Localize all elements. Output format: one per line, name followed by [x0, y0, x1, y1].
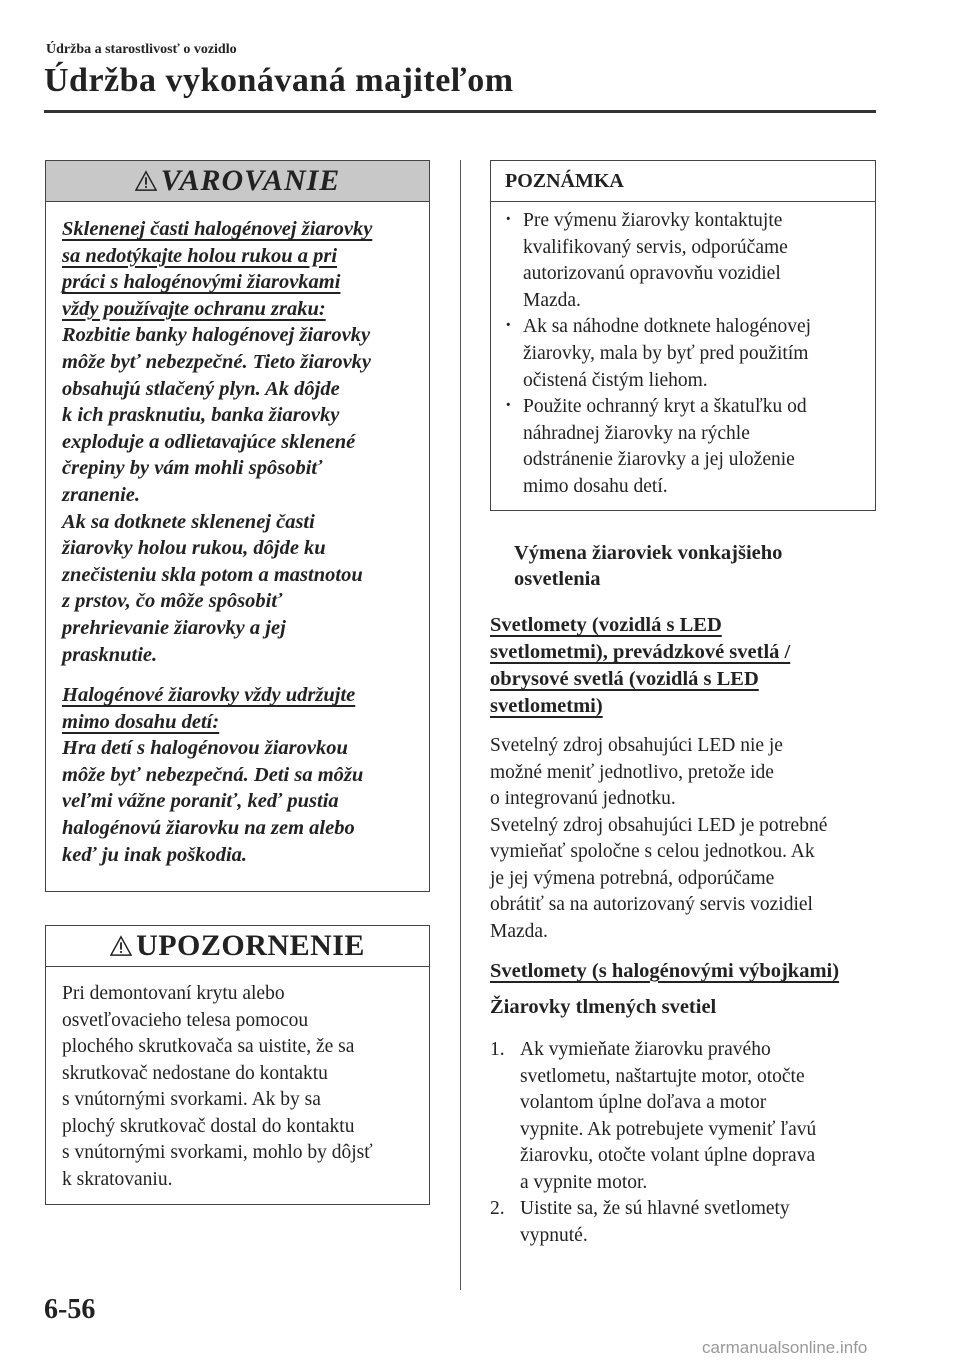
- note-item: [505, 314, 863, 394]
- note-line: · Použite ochranný kryt a škatuľku od: [523, 396, 807, 418]
- note-line: autorizovanú opravovňu vozidiel: [523, 263, 781, 285]
- note-line: mimo dosahu detí.: [523, 475, 668, 497]
- caution-header: [46, 926, 429, 967]
- led-heading: [490, 612, 876, 720]
- led-text-line: Mazda.: [490, 920, 548, 942]
- step-item: [490, 1196, 876, 1249]
- note-line: očistená čistým liehom.: [523, 369, 708, 391]
- warning-line: môže byť nebezpečné. Tieto žiarovky: [62, 350, 372, 373]
- warning-line: žiarovky holou rukou, dôjde ku: [62, 537, 326, 560]
- warning-header: [46, 161, 429, 202]
- section-title: [490, 540, 876, 592]
- warning-box: [45, 160, 430, 892]
- page-title: Údržba vykonávaná majiteľom: [44, 62, 514, 99]
- caution-line: s vnútornými svorkami. Ak by sa: [62, 1089, 321, 1110]
- warning-triangle-icon: [110, 935, 132, 957]
- note-title: POZNÁMKA: [491, 161, 875, 202]
- step-line: a vypnite motor.: [520, 1171, 648, 1193]
- breadcrumb: Údržba a starostlivosť o vozidlo: [46, 42, 237, 57]
- note-line: Mazda.: [523, 289, 581, 311]
- led-text-line: o integrovanú jednotku.: [490, 788, 676, 809]
- led-text-line: Svetelný zdroj obsahujúci LED nie je: [490, 735, 783, 756]
- note-line: žiarovky, mala by byť pred použitím: [523, 342, 809, 364]
- section-title-line: osvetlenia: [514, 568, 601, 590]
- led-text-line: obrátiť sa na autorizovaný servis vozidiel: [490, 894, 813, 915]
- note-line: náhradnej žiarovky na rýchle: [523, 422, 750, 444]
- halogen-heading: [490, 960, 876, 983]
- warning-line: môže byť nebezpečná. Deti sa môžu: [62, 763, 364, 786]
- warning-line: zranenie.: [62, 483, 141, 506]
- page-number: 6-56: [44, 1294, 96, 1325]
- step-line: svetlometu, naštartujte motor, otočte: [520, 1065, 805, 1087]
- warning-line: Halogénové žiarovky vždy udržujte: [62, 684, 356, 707]
- warning-line: k ich prasknutiu, banka žiarovky: [62, 404, 340, 427]
- warning-triangle-icon: [135, 170, 157, 192]
- caution-line: plochý skrutkovač dostal do kontaktu: [62, 1115, 355, 1137]
- caution-title: UPOZORNENIE: [136, 929, 365, 962]
- steps-list: [490, 1037, 876, 1249]
- warning-line: vždy používajte ochranu zraku:: [62, 297, 326, 320]
- note-box: [490, 160, 876, 511]
- caution-line: k skratovaniu.: [62, 1168, 173, 1190]
- section-title-line: Výmena žiaroviek vonkajšieho: [514, 542, 783, 564]
- warning-line: Sklenenej časti halogénovej žiarovky: [62, 218, 373, 240]
- warning-line: prasknutie.: [62, 643, 158, 666]
- led-paragraph: [490, 733, 876, 945]
- warning-line: halogénovú žiarovku na zem alebo: [62, 817, 355, 840]
- led-text-line: možné meniť jednotlivo, pretože ide: [490, 761, 774, 783]
- step-number: 1.: [490, 1039, 505, 1060]
- warning-text: [46, 202, 429, 868]
- caution-line: osvetľovacieho telesa pomocou: [62, 1009, 309, 1031]
- low-beam-heading: Žiarovky tlmených svetiel: [490, 996, 717, 1018]
- warning-title: VAROVANIE: [160, 164, 341, 197]
- led-text-line: Svetelný zdroj obsahujúci LED je potrebné: [490, 814, 828, 836]
- column-divider: [460, 160, 461, 1290]
- led-heading-line: obrysové svetlá (vozidlá s LED: [490, 668, 759, 690]
- warning-line: Rozbitie banky halogénovej žiarovky: [62, 324, 371, 347]
- note-list: [491, 202, 875, 501]
- title-rule: [44, 110, 876, 113]
- warning-line: Hra detí s halogénovou žiarovkou: [62, 737, 348, 760]
- caution-line: skrutkovač nedostane do kontaktu: [62, 1062, 328, 1084]
- warning-line: obsahujú stlačený plyn. Ak dôjde: [62, 377, 340, 400]
- warning-line: mimo dosahu detí:: [62, 710, 220, 733]
- led-heading-line: svetlometmi): [490, 695, 603, 717]
- caution-box: [45, 925, 430, 1205]
- step-line: Uistite sa, že sú hlavné svetlomety: [520, 1198, 790, 1219]
- caution-text: [46, 967, 429, 1193]
- caution-line: plochého skrutkovača sa uistite, že sa: [62, 1036, 355, 1057]
- warning-line: sa nedotýkajte holou rukou a pri: [62, 244, 338, 267]
- step-line: vypnuté.: [520, 1224, 588, 1246]
- note-item: [505, 394, 863, 500]
- note-line: · Pre výmenu žiarovky kontaktujte: [523, 210, 783, 231]
- warning-line: z prstov, čo môže spôsobiť: [62, 590, 283, 613]
- caution-line: s vnútornými svorkami, mohlo by dôjsť: [62, 1142, 373, 1163]
- step-number: 2.: [490, 1198, 505, 1219]
- warning-line: práci s halogénovými žiarovkami: [62, 271, 341, 294]
- watermark: carmanualsonline.info: [702, 1338, 868, 1357]
- led-text-line: vymieňať spoločne s celou jednotkou. Ak: [490, 841, 815, 862]
- led-heading-line: svetlometmi), prevádzkové svetlá /: [490, 641, 791, 663]
- caution-line: Pri demontovaní krytu alebo: [62, 983, 285, 1004]
- led-heading-line: Svetlomety (vozidlá s LED: [490, 614, 722, 636]
- note-line: odstránenie žiarovky a jej uloženie: [523, 449, 795, 471]
- led-text-line: je jej výmena potrebná, odporúčame: [490, 867, 775, 889]
- warning-line: znečisteniu skla potom a mastnotou: [62, 563, 363, 586]
- step-item: [490, 1037, 876, 1196]
- step-line: žiarovku, otočte volant úplne doprava: [520, 1145, 816, 1166]
- warning-line: exploduje a odlietavajúce sklenené: [62, 430, 356, 453]
- warning-line: prehrievanie žiarovky a jej: [62, 616, 286, 639]
- note-line: · Ak sa náhodne dotknete halogénovej: [523, 316, 812, 338]
- step-line: volantom úplne doľava a motor: [520, 1092, 767, 1113]
- warning-line: Ak sa dotknete sklenenej časti: [62, 510, 315, 533]
- warning-line: veľmi vážne poraniť, keď pustia: [62, 790, 339, 813]
- halogen-heading-text: Svetlomety (s halogénovými výbojkami): [490, 960, 840, 982]
- step-line: Ak vymieňate žiarovku pravého: [520, 1039, 771, 1060]
- warning-line: črepiny by vám mohli spôsobiť: [62, 457, 323, 480]
- note-item: [505, 208, 863, 314]
- warning-line: keď ju inak poškodia.: [62, 843, 248, 866]
- note-line: kvalifikovaný servis, odporúčame: [523, 236, 788, 258]
- step-line: vypnite. Ak potrebujete vymeniť ľavú: [520, 1118, 817, 1140]
